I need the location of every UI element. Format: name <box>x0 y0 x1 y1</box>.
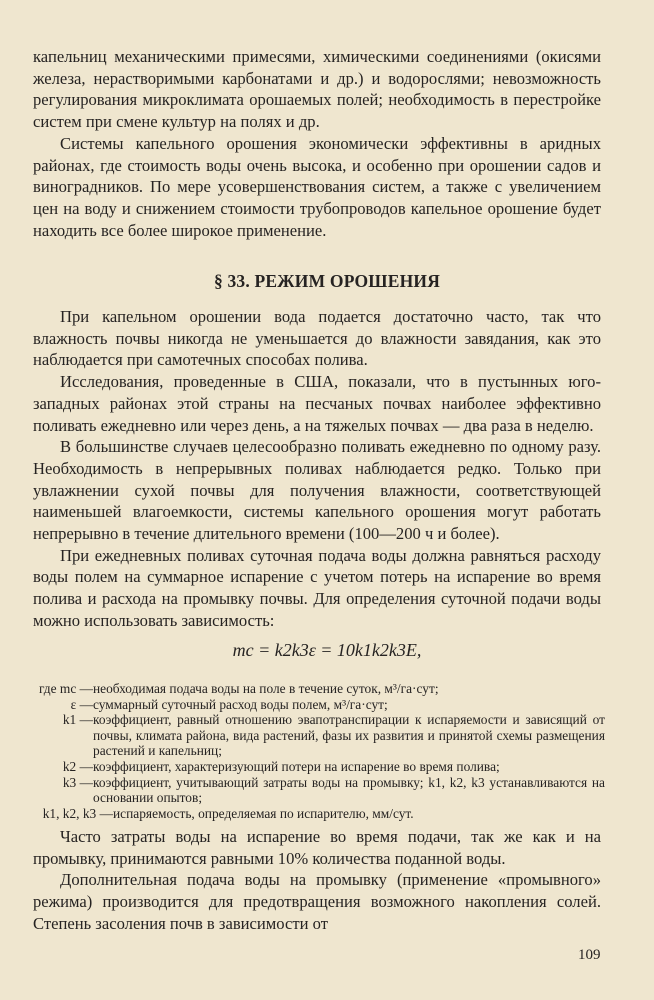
variable-definitions <box>33 681 605 821</box>
definition-row <box>33 697 605 713</box>
definition-symbol: k2 — <box>62 758 93 774</box>
definition-symbol: k1, k2, k3 — <box>42 805 113 821</box>
page-number: 109 <box>578 947 601 963</box>
paragraph: При ежедневных поливах суточная подача воды должна равняться расходу воды полем на суммарное испарение с учетом потерь на испарение во время полива и расхода на промывку почвы. Для определения суточной подачи воды можно использовать зависимость: <box>33 545 601 630</box>
definition-text: коэффициент, учитывающий затраты воды на промывку; k1, k2, k3 устанавливаются на основании опытов; <box>93 774 605 806</box>
paragraph: В большинстве случаев целесообразно поливать ежедневно по одному разу. Необходимость в непрерывных поливах наблюдается редко. Только при увлажнении сухой почвы для получения влажности, соответствующей наименьшей влагоемкости, системы капельного орошения могут работать непрерывно в течение длительного времени (100—200 ч и более). <box>33 437 601 544</box>
definition-text: испаряемость, определяемая по испарителю, мм/сут. <box>113 805 414 821</box>
definition-text: коэффициент, характеризующий потери на испарение во время полива; <box>93 758 500 774</box>
paragraph: Дополнительная подача воды на промывку (применение «промывного» режима) производится для предотвращения возможного накопления солей. Степень засоления почв в зависимости от <box>33 870 601 933</box>
paragraph: Исследования, проведенные в США, показали, что в пустынных юго-западных районах этой страны на песчаных почвах наиболее эффективно поливать ежедневно или через день, а на тяжелых почвах — два раза в неделю. <box>33 372 601 435</box>
definition-row <box>33 759 605 775</box>
definition-symbol: k1 — <box>62 712 93 728</box>
text-block-middle <box>33 306 601 632</box>
formula: mc = k2k3ε = 10k1k2k3E, <box>232 640 422 660</box>
definition-row <box>33 775 605 806</box>
section-heading: § 33. РЕЖИМ ОРОШЕНИЯ <box>213 271 441 291</box>
paragraph: Часто затраты воды на испарение во время подачи, так же как и на промывку, принимаются равными 10% количества поданной воды. <box>33 827 601 868</box>
text-block-top <box>33 46 601 241</box>
definition-row <box>33 806 605 822</box>
definition-row <box>33 712 605 759</box>
definition-row <box>33 681 605 697</box>
paragraph: Системы капельного орошения экономически эффективны в аридных районах, где стоимость воды очень высока, и особенно при орошении садов и виноградников. По мере усовершенствования систем, а также с увеличением цен на воду и снижением стоимости трубопроводов капельное орошение будет находить все более широкое применение. <box>33 133 601 240</box>
definition-symbol: ε — <box>70 696 93 712</box>
text-block-bottom <box>33 826 601 935</box>
definition-text: коэффициент, равный отношению эвапотранспирации к испаряемости и зависящий от почвы, климата района, вида растений, фазы их развития и принятой схемы размещения растений и капельниц; <box>93 712 605 759</box>
paragraph: При капельном орошении вода подается достаточно часто, так что влажность почвы никогда не уменьшается до влажности завядания, как это наблюдается при самотечных способах полива. <box>33 307 601 370</box>
definition-symbol: где mc — <box>38 681 93 696</box>
definition-text: суммарный суточный расход воды полем, м³/га·сут; <box>93 696 388 712</box>
paragraph: капельниц механическими примесями, химическими соединениями (окисями железа, нерастворимыми карбонатами и др.) и водорослями; невозможность регулирования микроклимата орошаемых полей; необходимость в перестройке систем при смене культур на полях и др. <box>33 47 601 132</box>
definition-text: необходимая подача воды на поле в течение суток, м³/га·сут; <box>93 681 439 696</box>
definition-symbol: k3 — <box>62 774 93 790</box>
